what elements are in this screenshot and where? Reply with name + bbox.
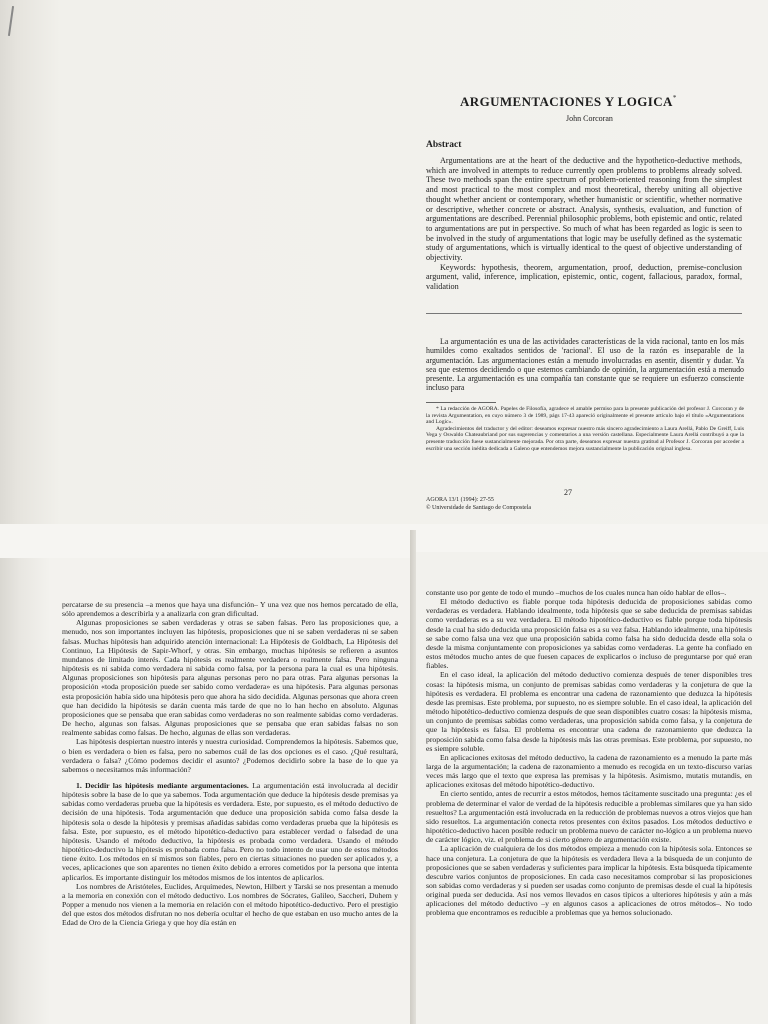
page-number: 27 <box>564 488 572 497</box>
divider-rule <box>426 313 742 314</box>
right-paragraph-3: En el caso ideal, la aplicación del método deductivo comienza después de tener disponibles tres cosas: la hipótesis misma, un conjunto de premisas sabidas como verdaderas y la conjetura de que la hipótesis es verdadera. El problema es encontrar una cadena de razonamiento que deduzca la hipótesis desde las premisas. Este problema, por supuesto, no es siempre soluble. En el caso ideal, la aplicación del método hipotético-deductivo comienza después de que sean disponibles cuatro cosas: la hipótesis misma, un conjunto de premisas sabidas como verdaderas, una proposición sabida como falsa, y la conjetura de que la hipótesis es falsa. El problema es encontrar una cadena de razonamiento que deduzca la proposición sabida como falsa desde la hipótesis más las otras premisas. Este problema, por supuesto, no es siempre soluble. <box>426 670 752 753</box>
article-title <box>460 94 677 110</box>
right-paragraph-1: constante uso por gente de todo el mundo –muchos de los cuales nunca han oído hablar de ellos–. <box>426 588 727 597</box>
section-1 <box>62 781 398 882</box>
intro-text: La argumentación es una de las actividades características de la vida racional, tanto en los más humildes como exaltados sentidos de 'racional'. El uso de la razón es inseparable de la argumentación. Las argumentaciones están a menudo involucradas en asentir, disentir y dudar. Ya sea que estemos decidiendo o que estemos cambiando de opinión, la argumentación está a menudo presente. La argumentación es una compañía tan constante que se requiere un esfuerzo consciente incluso para <box>426 337 744 393</box>
right-paragraph-6: La aplicación de cualquiera de los dos métodos empieza a menudo con la hipótesis sola. Entonces se hace una conjetura. La conjetura de que la hipótesis es verdadera lleva a la búsqueda de un conjunto de proposiciones que se saben verdaderas y suficientes para implicar la hipótesis. Esta búsqueda típicamente descubre varios conjuntos de proposiciones. En cada caso necesitamos comprobar si las proposiciones son sabidas como verdaderas y si pueden ser usadas como conjunto de premisas desde el cual la hipótesis original pueda ser deducida. Así nos vemos llevados en casos típicos a ulteriores hipótesis y aún a más aplicaciones del método deductivo –y en algunos casos a aplicaciones de otros métodos–. No todo problema que encontramos es reducible a problemas que ya hemos solucionado. <box>426 844 752 918</box>
footnote-1: * La redacción de AGORA. Papeles de Filosofía, agradece el amable permiso para la presente publicación del profesor J. Corcoran y de la revista Argumentation, en cuyo número 3 de 1989, págs 17-43 apareció originalmente el presente artículo bajo el título «Argumentations and Logic». <box>426 406 744 426</box>
author-name: John Corcoran <box>566 114 613 123</box>
left-paragraph-3: Las hipótesis despiertan nuestro interés y nuestra curiosidad. Comprendemos la hipótesis. Sabemos que, o bien es verdadera o bien es falsa, pero no sabemos cuál de las dos opciones es el caso. ¿Qué resultará, verdadera o falsa? ¿Cómo podemos decidir el asunto? ¿Podemos decidirlo sobre la base de lo que ya sabemos o necesitamos más información? <box>62 737 398 774</box>
section-1-heading: 1. Decidir las hipótesis mediante argumentaciones. <box>76 780 249 790</box>
footnote-2: Agradecimientos del traductor y del editor: deseamos expresar nuestro más sincero agradecimiento a Laura Arellá, Pablo De Greiff, Luis Vega y Oswaldo Chateaubriand por sus sugerencias y comentarios a una versión castellana. Especialmente Laura Arellá contribuyó a que la presente traducción fuese sustancialmente mejorada. Por otra parte, deseamos expresar nuestra gratitud al Profesor J. Corcoran por acceder a escribir una sección inédita dedicada a Galeno que entendemos mejora sustancialmente la publicación original inglesa. <box>426 425 744 452</box>
abstract-text: Argumentations are at the heart of the deductive and the hypothetico-deductive methods, which are involved in attempts to reduce currently open problems to problems already solved. These two methods span the entire spectrum of problem-oriented reasoning from the simplest and most practical to the most complex and most theoretical, thereby uniting all objective thought whether ancient or contemporary, whether humanistic or scientific, whether normative or descriptive, whether concrete or abstract. Analysis, synthesis, evaluation, and function of argumentations are described. Perennial philosophic problems, both epistemic and ontic, related to argumentations are put in perspective. So much of what has been regarded as logic is seen to be involved in the study of argumentations that logic may be usefully defined as the systematic study of argumentations, which is virtually identical to the quest of objective understanding of objectivity. <box>426 156 742 263</box>
section-spacer <box>62 774 398 781</box>
abstract-heading: Abstract <box>426 140 462 150</box>
abstract-body <box>426 156 742 292</box>
journal-copyright: © Universidade de Santiago de Compostela <box>426 504 532 511</box>
left-column <box>62 600 398 927</box>
left-paragraph-2: Algunas proposiciones se saben verdaderas y otras se saben falsas. Pero las proposiciones que, a menudo, nos son importantes incluyen las hipótesis, proposiciones que ni se saben verdaderas ni se saben falsas. Muchas hipótesis han adquirido atención internacional: La Hipótesis de Goldbach, La Hipótesis del Continuo, La Hipótesis de Sapir-Whorf, y otras. Sin embargo, muchas hipótesis se refieren a asuntos mundanos de limitado interés. Cada hipótesis es realmente verdadera o realmente falsa. Pero ninguna hipótesis es ni sabida como verdadera ni sabida como falsa, por la persona para la cual es una hipótesis. Algunas proposiciones son hipótesis para algunas personas pero no para otras. Para algunas personas la proposición «toda proposición puede ser sabido como verdadera» es una hipótesis. Para algunas personas esta proposición había sido una hipótesis pero que ahora ha sido decidida. Algunas personas que ahora creen que han decidido la hipótesis se darán cuenta más tarde de que no lo han hecho en absoluto. Algunas proposiciones que se pensaba que eran sabidas como verdaderas no son realmente sabidas como verdaderas. De hecho, algunas son falsas. Algunas proposiciones que se pensaba que eran sabidas falsas no son realmente sabidas como falsas. De hecho, algunas de ellas son verdaderas. <box>62 618 398 738</box>
section-1-text: La argumentación está involucrada al decidir hipótesis sobre la base de lo que ya sabemos. Toda argumentación que deduce la hipótesis desde premisas ya sabidas como verdaderas prueba que la hipótesis es verdadera. Este, por supuesto, es el método deductivo de decisión de una hipótesis. Toda argumentación que deduce una proposición sabida como falsa desde la hipótesis sola o desde la hipótesis y premisas añadidas sabidas como verdaderas prueba que la hipótesis es falsa. Este, por supuesto, es el método hipotético-deductivo para establecer verdad o falsedad de una hipótesis. Usando el método deductivo, la hipótesis es probada como verdadera. Usando el método hipotético-deductivo la hipótesis es probada como falsa. Pero no todo intento de usar uno de estos métodos tiene éxito. Los métodos en sí mismos son fiables, pero en ciertas situaciones no pueden ser aplicados y, a veces, aplicaciones que son aparentes no tienen éxito debido a errores cometidos por la persona que intenta aplicarlos. Es importante distinguir los métodos mismos de los intentos de aplicarlos. <box>62 780 398 882</box>
left-paragraph-4: Los nombres de Aristóteles, Euclides, Arquímedes, Newton, Hilbert y Tarski se nos presentan a menudo a la memoria en conexión con el método deductivo. Los nombres de Sócrates, Galileo, Saccheri, Duhem y Popper a menudo nos vienen a la memoria en relación con el método hipotético-deductivo. Pero el prestigio del que estos dos métodos disfrutan no nos debería ocultar el hecho de que estaban en uso mucho antes de la Edad de Oro de la Ciencia Griega y que hoy día están en <box>62 881 398 928</box>
right-paragraph-5: En cierto sentido, antes de recurrir a estos métodos, hemos tácitamente suscitado una pregunta: ¿es el problema de determinar el valor de verdad de la hipótesis reducible a problemas similares que ya han sido resueltos? La argumentación está involucrada en la reducción de problemas nuevos a otros viejos que han sido resueltos. La argumentación conecta retos presentes con éxitos pasados. Los métodos deductivo e hipotético-deductivo hacen posible reducir un problema nuevo de carácter no-lógico a un problema nuevo de carácter lógico, viz. el problema de si cierto género de argumentación existe. <box>426 789 752 845</box>
title-text: ARGUMENTACIONES Y LOGICA <box>460 94 673 109</box>
title-footnote-mark: * <box>672 94 677 102</box>
right-paragraph-2: El método deductivo es fiable porque toda hipótesis deducida de proposiciones sabidas como verdaderas es verdadera. Hablando idealmente, toda hipótesis que se sabe deducida de premisas sabidas como verdaderas es a su vez verdadera. El método hipotético-deductivo es fiable porque toda hipótesis desde la cual ha sido deducida una proposición falsa es a su vez falsa. Hablando idealmente, una hipótesis se sabe como falsa una vez que una proposición sabida como falsa ha sido deducida desde ella sola o desde la misma conjuntamente con proposiciones ya sabidas como verdaderas. La gente ha confiado en estos métodos mucho antes de que fuesen capaces de explicarlos o incluso de preguntarse por qué eran fiables. <box>426 597 752 671</box>
left-paragraph-1: percatarse de su presencia –a menos que haya una disfunción– Y una vez que nos hemos percatado de ella, sólo aprendemos a describirla y a analizarla con gran dificultad. <box>62 600 398 619</box>
right-column <box>426 588 752 918</box>
keywords: Keywords: hypothesis, theorem, argumentation, proof, deduction, premise-conclusion argument, valid, inference, implication, epistemic, ontic, cogent, fallacious, paradox, formal, validation <box>426 262 742 292</box>
book-gutter <box>410 530 416 1024</box>
footnote-rule <box>426 402 496 403</box>
intro-paragraph <box>426 337 744 393</box>
right-paragraph-4: En aplicaciones exitosas del método deductivo, la cadena de razonamiento es a menudo la parte más larga de la argumentación; la cadena de razonamiento a menudo es recogida en un texto-discurso varias veces más largo que el texto que expresa las premisas y la hipótesis. Asimismo, mutatis mutandis, en aplicaciones exitosas del método hipotético-deductivo. <box>426 752 752 790</box>
footnotes <box>426 406 744 452</box>
journal-citation: AGORA 13/1 (1994): 27-55 <box>426 497 494 503</box>
journal-info <box>426 497 531 512</box>
